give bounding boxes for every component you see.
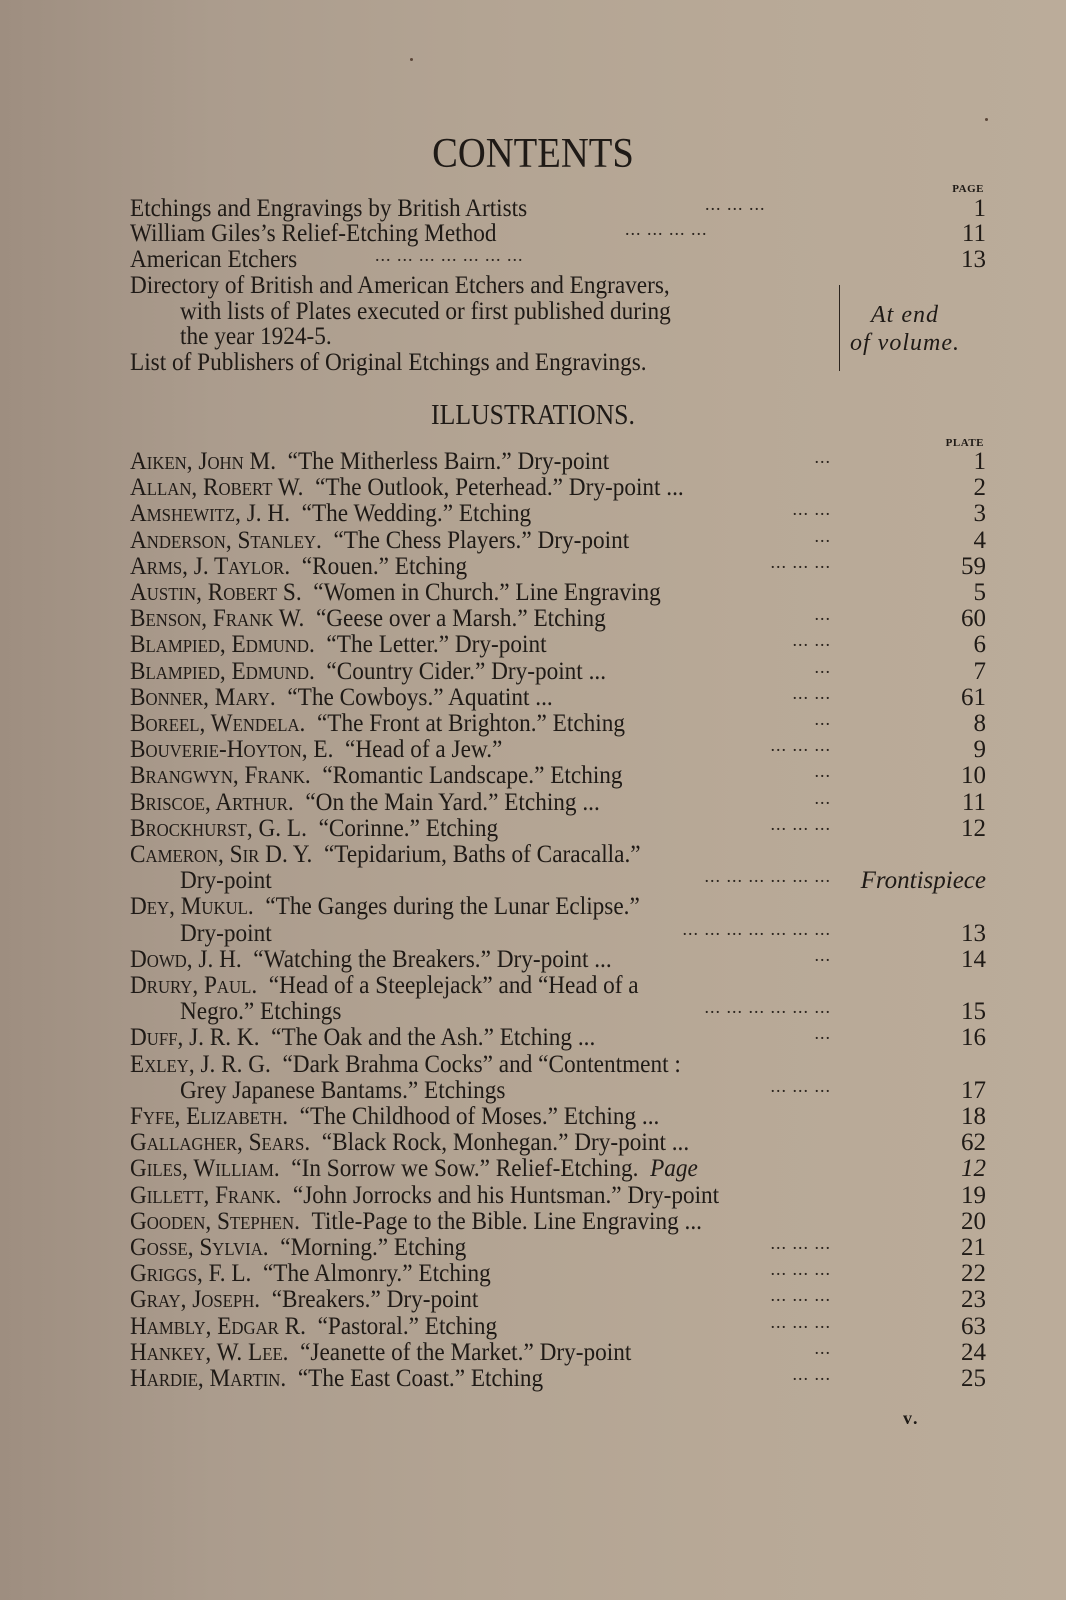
illustration-text bbox=[130, 946, 612, 973]
illustration-text bbox=[130, 684, 553, 711]
illustration-entry bbox=[130, 474, 986, 501]
dot-leader: ... ... ... bbox=[770, 735, 831, 755]
illustration-text bbox=[130, 1051, 681, 1078]
plate-number: 2 bbox=[973, 474, 986, 501]
dot-leader: ... ... bbox=[792, 683, 831, 703]
dot-leader: ... ... ... ... ... ... ... bbox=[375, 245, 524, 265]
illustration-entry bbox=[130, 1103, 986, 1130]
artist-name: Bonner, Mary. bbox=[130, 684, 276, 711]
plate-number: 20 bbox=[961, 1208, 986, 1235]
work-description: “The Ganges during the Lunar Eclipse.” bbox=[265, 893, 640, 920]
illustration-text bbox=[130, 972, 639, 999]
plate-number: 18 bbox=[961, 1103, 986, 1130]
illustration-text bbox=[180, 867, 272, 894]
brace-divider bbox=[835, 285, 840, 371]
illustration-text bbox=[130, 658, 606, 685]
work-description: “The Outlook, Peterhead.” Dry-point ... bbox=[315, 474, 684, 501]
artist-name: Aiken, John M. bbox=[130, 448, 277, 475]
paper-speck bbox=[985, 118, 988, 121]
dot-leader: ... ... bbox=[792, 1364, 831, 1384]
artist-name: Dey, Mukul. bbox=[130, 893, 254, 920]
work-description: “The Childhood of Moses.” Etching ... bbox=[299, 1103, 660, 1130]
work-description: “The East Coast.” Etching bbox=[297, 1365, 544, 1392]
artist-name: Amshewitz, J. H. bbox=[130, 500, 291, 527]
artist-name: Boreel, Wendela. bbox=[130, 710, 306, 737]
plate-number: 7 bbox=[973, 658, 986, 685]
work-description: Dry-point bbox=[180, 920, 272, 947]
artist-name: Bouverie-Hoyton, E. bbox=[130, 736, 334, 763]
illustration-entry bbox=[130, 553, 986, 580]
plate-number: Frontispiece bbox=[860, 867, 986, 894]
artist-name: Giles, William. bbox=[130, 1155, 280, 1182]
paper-speck bbox=[410, 58, 413, 61]
artist-name: Gillett, Frank. bbox=[130, 1182, 282, 1209]
dot-leader: ... bbox=[814, 945, 831, 965]
work-description: “The Oak and the Ash.” Etching ... bbox=[271, 1024, 596, 1051]
dot-leader: ... bbox=[814, 526, 831, 546]
work-description: “Pastoral.” Etching bbox=[317, 1313, 498, 1340]
artist-name: Exley, J. R. G. bbox=[130, 1051, 271, 1078]
plate-number: 61 bbox=[961, 684, 986, 711]
work-description: “Country Cider.” Dry-point ... bbox=[326, 658, 607, 685]
illustration-text bbox=[130, 789, 600, 816]
work-description: “Black Rock, Monhegan.” Dry-point ... bbox=[321, 1129, 690, 1156]
plate-number: 8 bbox=[973, 710, 986, 737]
plate-number: 59 bbox=[961, 553, 986, 580]
illustration-entry bbox=[130, 1051, 986, 1078]
illustration-text bbox=[130, 762, 623, 789]
of-volume-label: of volume. bbox=[850, 330, 960, 356]
illustration-entry bbox=[130, 815, 986, 842]
illustration-text bbox=[130, 1024, 595, 1051]
work-description: “Watching the Breakers.” Dry-point ... bbox=[253, 946, 612, 973]
dot-leader: ... bbox=[814, 709, 831, 729]
dot-leader: ... ... ... bbox=[705, 194, 766, 214]
illustration-text bbox=[130, 1182, 719, 1209]
illustration-entry bbox=[130, 527, 986, 554]
dot-leader: ... ... ... bbox=[770, 1312, 831, 1332]
plate-number: 3 bbox=[973, 500, 986, 527]
contents-title: CONTENTS bbox=[432, 131, 634, 177]
plate-number: 22 bbox=[961, 1260, 986, 1287]
artist-name: Hankey, W. Lee. bbox=[130, 1339, 289, 1366]
illustration-text bbox=[180, 1077, 505, 1104]
illustration-entry bbox=[130, 1129, 986, 1156]
directory-line-2: with lists of Plates executed or first published during bbox=[180, 298, 671, 325]
dot-leader: ... ... ... bbox=[770, 1233, 831, 1253]
dot-leader: ... bbox=[814, 761, 831, 781]
illustration-entry bbox=[130, 1286, 986, 1313]
work-description: “Head of a Jew.” bbox=[345, 736, 503, 763]
artist-name: Hardie, Martin. bbox=[130, 1365, 287, 1392]
illustration-entry bbox=[130, 736, 986, 763]
work-description: “In Sorrow we Sow.” Relief-Etching. bbox=[291, 1155, 639, 1182]
plate-number: 11 bbox=[961, 789, 986, 816]
illustration-entry bbox=[130, 762, 986, 789]
work-description: “Romantic Landscape.” Etching bbox=[322, 762, 623, 789]
illustration-text bbox=[130, 815, 498, 842]
dot-leader: ... ... ... bbox=[770, 1076, 831, 1096]
artist-name: Gallagher, Sears. bbox=[130, 1129, 311, 1156]
illustration-text bbox=[130, 1234, 466, 1261]
contents-page-number: 13 bbox=[961, 246, 986, 273]
work-description: “Corinne.” Etching bbox=[318, 815, 499, 842]
artist-name: Dowd, J. H. bbox=[130, 946, 242, 973]
plate-number: 21 bbox=[961, 1234, 986, 1261]
work-description: “The Mitherless Bairn.” Dry-point bbox=[287, 448, 610, 475]
illustration-text bbox=[130, 1129, 689, 1156]
work-description: “Head of a Steeplejack” and “Head of a bbox=[268, 972, 639, 999]
illustration-entry bbox=[130, 1234, 986, 1261]
work-description: “The Chess Players.” Dry-point bbox=[333, 527, 630, 554]
dot-leader: ... ... bbox=[792, 499, 831, 519]
illustration-entry bbox=[130, 710, 986, 737]
dot-leader: ... bbox=[814, 1023, 831, 1043]
page-folio: v. bbox=[903, 1408, 920, 1428]
illustration-text bbox=[130, 553, 467, 580]
illustration-entry bbox=[130, 1208, 986, 1235]
illustration-entry bbox=[130, 658, 986, 685]
contents-page-number: 1 bbox=[973, 195, 986, 222]
illustration-entry bbox=[130, 631, 986, 658]
illustration-text bbox=[180, 998, 341, 1025]
illustration-entry bbox=[130, 789, 986, 816]
illustration-text bbox=[130, 605, 606, 632]
illustration-text bbox=[180, 920, 272, 947]
plate-number: 10 bbox=[961, 762, 986, 789]
illustration-entry bbox=[130, 920, 986, 947]
artist-name: Benson, Frank W. bbox=[130, 605, 305, 632]
illustration-entry bbox=[130, 684, 986, 711]
illustration-text bbox=[130, 736, 502, 763]
work-description: “The Front at Brighton.” Etching bbox=[316, 710, 625, 737]
artist-name: Hambly, Edgar R. bbox=[130, 1313, 306, 1340]
plate-number: 12 bbox=[961, 1155, 986, 1182]
illustration-text bbox=[130, 631, 547, 658]
illustration-entry bbox=[130, 841, 986, 868]
work-description: Negro.” Etchings bbox=[180, 998, 342, 1025]
artist-name: Austin, Robert S. bbox=[130, 579, 302, 606]
artist-name: Anderson, Stanley. bbox=[130, 527, 322, 554]
plate-number: 63 bbox=[961, 1313, 986, 1340]
illustration-text bbox=[130, 527, 629, 554]
dot-leader: ... bbox=[814, 604, 831, 624]
dot-leader: ... ... ... ... ... ... bbox=[704, 866, 831, 886]
illustration-entry bbox=[130, 998, 986, 1025]
work-description: “Jeanette of the Market.” Dry-point bbox=[300, 1339, 632, 1366]
dot-leader: ... ... ... bbox=[770, 814, 831, 834]
illustration-text bbox=[130, 1286, 478, 1313]
dot-leader: ... ... ... bbox=[770, 552, 831, 572]
plate-number: 23 bbox=[961, 1286, 986, 1313]
work-description: “On the Main Yard.” Etching ... bbox=[305, 789, 600, 816]
page-label: Page bbox=[650, 1155, 698, 1182]
illustration-text bbox=[130, 1339, 631, 1366]
illustration-entry bbox=[130, 972, 986, 999]
directory-line-1: Directory of British and American Etchers and Engravers, bbox=[130, 272, 670, 299]
artist-name: Gray, Joseph. bbox=[130, 1286, 261, 1313]
work-description: Grey Japanese Bantams.” Etchings bbox=[180, 1077, 506, 1104]
publishers-line: List of Publishers of Original Etchings and Engravings. bbox=[130, 349, 647, 376]
plate-number: 4 bbox=[973, 527, 986, 554]
illustration-entry bbox=[130, 579, 986, 606]
plate-number: 1 bbox=[973, 448, 986, 475]
illustration-entry bbox=[130, 1313, 986, 1340]
artist-name: Griggs, F. L. bbox=[130, 1260, 252, 1287]
plate-number: 12 bbox=[961, 815, 986, 842]
illustration-entry bbox=[130, 946, 986, 973]
artist-name: Fyfe, Elizabeth. bbox=[130, 1103, 289, 1130]
illustration-entry bbox=[130, 500, 986, 527]
page-column-label: PAGE bbox=[952, 183, 984, 195]
dot-leader: ... ... ... bbox=[770, 1285, 831, 1305]
dot-leader: ... bbox=[814, 788, 831, 808]
plate-number: 13 bbox=[961, 920, 986, 947]
contents-entry bbox=[130, 246, 986, 273]
dot-leader: ... ... ... ... ... ... ... bbox=[682, 919, 831, 939]
illustration-text bbox=[130, 1365, 543, 1392]
dot-leader: ... bbox=[814, 1338, 831, 1358]
plate-number: 60 bbox=[961, 605, 986, 632]
plate-number: 17 bbox=[961, 1077, 986, 1104]
contents-page-number: 11 bbox=[961, 220, 986, 247]
illustration-text bbox=[130, 893, 640, 920]
contents-entry bbox=[130, 220, 986, 247]
illustration-entry bbox=[130, 893, 986, 920]
dot-leader: ... ... ... bbox=[770, 1259, 831, 1279]
work-description: “The Cowboys.” Aquatint ... bbox=[287, 684, 553, 711]
plate-number: 6 bbox=[973, 631, 986, 658]
illustration-text bbox=[130, 1208, 702, 1235]
illustration-text bbox=[130, 1260, 491, 1287]
illustration-entry bbox=[130, 1182, 986, 1209]
artist-name: Arms, J. Taylor. bbox=[130, 553, 291, 580]
plate-number: 16 bbox=[961, 1024, 986, 1051]
contents-entry bbox=[130, 195, 986, 222]
work-description: Title-Page to the Bible. Line Engraving ... bbox=[311, 1208, 703, 1235]
plate-number: 5 bbox=[973, 579, 986, 606]
dot-leader: ... ... ... ... ... ... bbox=[704, 997, 831, 1017]
illustration-entry bbox=[130, 448, 986, 475]
illustration-entry bbox=[130, 1024, 986, 1051]
work-description: “Women in Church.” Line Engraving bbox=[313, 579, 661, 606]
work-description: “The Wedding.” Etching bbox=[301, 500, 532, 527]
plate-number: 9 bbox=[973, 736, 986, 763]
illustrations-title: ILLUSTRATIONS. bbox=[431, 400, 635, 431]
dot-leader: ... bbox=[814, 657, 831, 677]
artist-name: Duff, J. R. K. bbox=[130, 1024, 260, 1051]
work-description: “The Letter.” Dry-point bbox=[326, 631, 547, 658]
work-description: “Breakers.” Dry-point bbox=[271, 1286, 479, 1313]
illustration-entry bbox=[130, 867, 986, 894]
plate-number: 25 bbox=[961, 1365, 986, 1392]
artist-name: Briscoe, Arthur. bbox=[130, 789, 294, 816]
illustration-entry bbox=[130, 1339, 986, 1366]
illustration-text bbox=[130, 710, 625, 737]
artist-name: Gosse, Sylvia. bbox=[130, 1234, 269, 1261]
contents-entry-title: American Etchers bbox=[130, 246, 298, 273]
illustration-entry bbox=[130, 1260, 986, 1287]
plate-number: 62 bbox=[961, 1129, 986, 1156]
illustration-entry bbox=[130, 1155, 986, 1182]
contents-entry-title: William Giles’s Relief-Etching Method bbox=[130, 220, 497, 247]
illustration-text bbox=[130, 500, 531, 527]
plate-number: 24 bbox=[961, 1339, 986, 1366]
artist-name: Blampied, Edmund. bbox=[130, 658, 315, 685]
artist-name: Gooden, Stephen. bbox=[130, 1208, 300, 1235]
work-description: “Dark Brahma Cocks” and “Contentment : bbox=[282, 1051, 681, 1078]
work-description: “The Almonry.” Etching bbox=[262, 1260, 491, 1287]
contents-entry-title: Etchings and Engravings by British Artists bbox=[130, 195, 528, 222]
work-description: “Rouen.” Etching bbox=[301, 553, 468, 580]
artist-name: Brangwyn, Frank. bbox=[130, 762, 311, 789]
work-description: “Morning.” Etching bbox=[280, 1234, 467, 1261]
work-description: “Geese over a Marsh.” Etching bbox=[315, 605, 606, 632]
at-end-label: At end bbox=[871, 302, 939, 328]
work-description: Dry-point bbox=[180, 867, 272, 894]
illustration-text bbox=[130, 474, 684, 501]
illustration-entry bbox=[130, 1365, 986, 1392]
illustration-text bbox=[130, 579, 661, 606]
dot-leader: ... ... ... ... bbox=[625, 219, 708, 239]
illustration-entry bbox=[130, 1077, 986, 1104]
dot-leader: ... ... bbox=[792, 630, 831, 650]
illustration-text bbox=[130, 1103, 659, 1130]
illustration-text bbox=[130, 448, 609, 475]
illustration-text bbox=[130, 1155, 698, 1182]
directory-line-3: the year 1924-5. bbox=[180, 323, 332, 350]
illustration-text bbox=[130, 841, 641, 868]
artist-name: Drury, Paul. bbox=[130, 972, 258, 999]
dot-leader: ... bbox=[814, 447, 831, 467]
plate-number: 19 bbox=[961, 1182, 986, 1209]
plate-column-label: PLATE bbox=[945, 437, 984, 449]
artist-name: Allan, Robert W. bbox=[130, 474, 304, 501]
artist-name: Cameron, Sir D. Y. bbox=[130, 841, 313, 868]
artist-name: Blampied, Edmund. bbox=[130, 631, 315, 658]
illustration-entry bbox=[130, 605, 986, 632]
artist-name: Brockhurst, G. L. bbox=[130, 815, 307, 842]
work-description: “John Jorrocks and his Huntsman.” Dry-point bbox=[292, 1182, 720, 1209]
plate-number: 15 bbox=[961, 998, 986, 1025]
illustration-text bbox=[130, 1313, 497, 1340]
plate-number: 14 bbox=[961, 946, 986, 973]
work-description: “Tepidarium, Baths of Caracalla.” bbox=[323, 841, 641, 868]
